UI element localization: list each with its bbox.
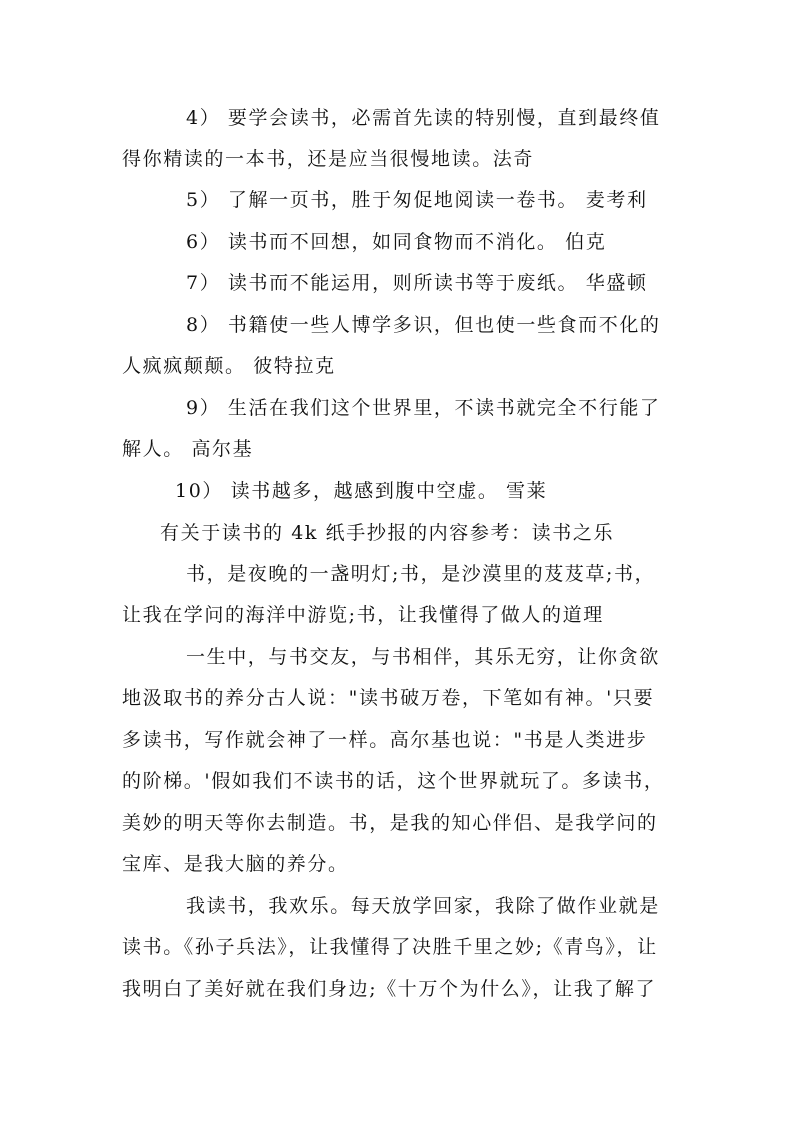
paragraph-2-line-6: 宝库、是我大脑的养分。 xyxy=(122,853,349,875)
quote-6: 6） 读书而不回想，如同食物而不消化。 伯克 xyxy=(186,231,607,253)
paragraph-2-line-5: 美妙的明天等你去制造。书，是我的知心伴侣、是我学问的 xyxy=(122,812,658,834)
quote-9-line-1: 9） 生活在我们这个世界里，不读书就完全不行能了 xyxy=(186,397,661,419)
paragraph-3-line-3: 我明白了美好就在我们身边;《十万个为什么》，让我了解了 xyxy=(122,978,657,1000)
quote-9-line-2: 解人。 高尔基 xyxy=(122,438,254,460)
quote-10: 10） 读书越多，越感到腹中空虚。 雪莱 xyxy=(175,480,548,502)
section-heading: 有关于读书的 4k 纸手抄报的内容参考：读书之乐 xyxy=(160,522,615,544)
paragraph-2-line-3: 多读书，写作就会神了一样。高尔基也说："书是人类进步 xyxy=(122,729,648,751)
quote-4-line-2: 得你精读的一本书，还是应当很慢地读。法奇 xyxy=(122,148,535,170)
quote-4-line-1: 4） 要学会读书，必需首先读的特别慢，直到最终值 xyxy=(186,107,661,129)
quote-5: 5） 了解一页书，胜于匆促地阅读一卷书。 麦考利 xyxy=(186,189,648,211)
paragraph-2-line-2: 地汲取书的养分古人说："读书破万卷，下笔如有神。'只要 xyxy=(122,687,655,709)
quote-8-line-1: 8） 书籍使一些人博学多识，但也使一些食而不化的 xyxy=(186,314,661,336)
paragraph-1-line-1: 书，是夜晚的一盏明灯;书，是沙漠里的芨芨草;书， xyxy=(186,563,656,585)
paragraph-3-line-1: 我读书，我欢乐。每天放学回家，我除了做作业就是 xyxy=(186,895,660,917)
quote-8-line-2: 人疯疯颠颠。 彼特拉克 xyxy=(122,355,336,377)
paragraph-1-line-2: 让我在学问的海洋中游览;书，让我懂得了做人的道理 xyxy=(122,604,604,626)
quote-7: 7） 读书而不能运用，则所读书等于废纸。 华盛顿 xyxy=(186,272,648,294)
paragraph-2-line-1: 一生中，与书交友，与书相伴，其乐无穷，让你贪欲 xyxy=(186,646,660,668)
paragraph-3-line-2: 读书。《孙子兵法》，让我懂得了决胜千里之妙;《青鸟》，让 xyxy=(122,936,658,958)
paragraph-2-line-4: 的阶梯。'假如我们不读书的话，这个世界就玩了。多读书， xyxy=(122,770,665,792)
